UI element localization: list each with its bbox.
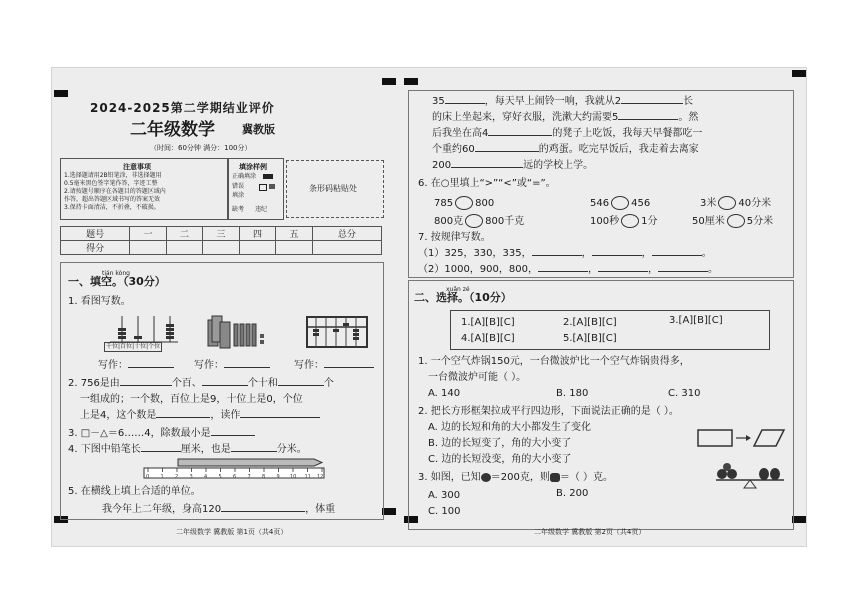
cq3-option[interactable]: B. 200 [556, 488, 589, 499]
compare-left: 800克 [434, 216, 464, 227]
ruler-tick-label: 10 [290, 474, 297, 480]
story-line [432, 112, 698, 124]
answer-blank[interactable] [618, 119, 678, 120]
answer-sheet-box [450, 310, 770, 350]
q4-line [68, 444, 307, 456]
page-footer: 二年级数学 冀教版 第1页（共4页） [176, 528, 288, 536]
q6-text: 6. 在○里填上“>”“<”或“=”。 [418, 178, 556, 189]
ruler-tick-label: 12 [317, 474, 324, 480]
section2-title: 二、选择。（10分） [414, 291, 512, 304]
score-header: 三 [203, 227, 239, 241]
fill-example-title: 填涂样例 [239, 163, 267, 171]
q4-text: 分米。 [276, 444, 307, 455]
answer-blank[interactable] [475, 151, 539, 152]
notice-line: 3.保持卡面清洁，不折叠，不破损。 [64, 204, 160, 211]
compare-circle[interactable] [611, 196, 629, 210]
ruler-tick-label: 2 [175, 474, 179, 480]
score-row-label: 得分 [61, 241, 130, 255]
answer-blank[interactable] [598, 271, 648, 272]
cq2-option[interactable]: B. 边的长短变了，角的大小变了 [428, 438, 572, 449]
abacus-place-label: 百位 [120, 343, 133, 350]
write-row [294, 360, 374, 372]
ruler-tick-label: 9 [276, 474, 280, 480]
notice-line: 作答，超出答题区域书写的答案无效 [64, 196, 161, 203]
score-header: 二 [166, 227, 202, 241]
sequence-text: （2）1000，900，800， [418, 264, 538, 275]
notice-box [60, 158, 228, 220]
section2-pinyin: xuǎn zé [446, 286, 470, 293]
answer-option-row[interactable]: 1.[A][B][C] [461, 317, 515, 328]
compare-left: 3米 [700, 198, 717, 209]
ruler-tick-label: 5 [218, 474, 222, 480]
q3-line [68, 428, 255, 440]
answer-blank[interactable] [538, 271, 588, 272]
score-cell [239, 241, 275, 255]
ruler-tick-label: 11 [304, 474, 311, 480]
time-info: （时间：60分钟 满分：100分） [150, 144, 252, 152]
story-text: 后我坐在高4 [432, 128, 489, 139]
story-text: 远的学校上学。 [523, 160, 594, 171]
q2-text: ，读作 [210, 410, 241, 421]
q5-text: 5. 在横线上填上合适的单位。 [68, 486, 201, 497]
answer-blank[interactable] [120, 385, 172, 386]
compare-right: 1分 [641, 216, 658, 227]
answer-blank[interactable] [211, 435, 255, 436]
compare-left: 100秒 [590, 216, 620, 227]
q2-text: 个 [323, 378, 334, 389]
answer-blank[interactable] [202, 385, 248, 386]
compare-item [692, 214, 773, 228]
compare-item [700, 196, 771, 210]
write-row [194, 360, 270, 372]
abacus-image [306, 316, 368, 348]
score-cell [203, 241, 239, 255]
edition-label: 冀教版 [242, 123, 275, 136]
answer-blank[interactable] [224, 367, 270, 368]
answer-blank[interactable] [156, 417, 210, 418]
answer-blank[interactable] [221, 511, 305, 512]
q5-text: 我今年上二年级，身高120 [102, 504, 222, 515]
cq1-option[interactable]: A. 140 [428, 388, 461, 399]
q2-line3 [80, 410, 320, 422]
fill-example-label: 填涂 [232, 192, 245, 199]
section1-title: 一、填空。（30分） [68, 275, 166, 288]
sequence-text: （1）325，330，335， [418, 248, 532, 259]
story-text: 200 [432, 160, 452, 171]
filled-mark-icon [263, 174, 273, 179]
cq3-option[interactable]: C. 100 [428, 506, 461, 517]
story-line [432, 144, 699, 156]
answer-blank[interactable] [621, 103, 683, 104]
answer-blank[interactable] [532, 255, 582, 256]
cq2-option[interactable]: A. 边的长短和角的大小都发生了变化 [428, 422, 592, 433]
apple-icon [481, 473, 491, 482]
left-page [58, 76, 428, 538]
compare-circle[interactable] [455, 196, 473, 210]
compare-right: 800 [475, 198, 495, 209]
page-footer: 二年级数学 冀教版 第2页（共4页） [534, 528, 646, 536]
story-text: 的鸡蛋。吃完早饭后，我走着去离家 [538, 144, 699, 155]
barcode-label: 条形码粘贴处 [309, 184, 357, 193]
q2-text: 个十和 [247, 378, 278, 389]
q2-text: 2. 756是由 [68, 378, 120, 389]
cq1-text: 1. 一个空气炸锅150元，一台微波炉比一个空气炸锅贵得多， [418, 356, 690, 367]
story-text: 的凳子上吃饭，我每天早餐都吃一 [552, 128, 703, 139]
answer-blank[interactable] [658, 271, 708, 272]
ruler-tick-label: 1 [160, 474, 164, 480]
answer-option-row[interactable]: 2.[A][B][C] [563, 317, 617, 328]
ruler-tick-label: 3 [189, 474, 193, 480]
fill-example-label: 错误 [232, 183, 245, 190]
section1-pinyin: tián kòng [102, 270, 130, 277]
cq3-option[interactable]: A. 300 [428, 490, 461, 501]
score-header: 总分 [312, 227, 381, 241]
q5-line2 [102, 504, 335, 516]
ruler-tick-label: 8 [262, 474, 266, 480]
answer-blank[interactable] [451, 167, 523, 168]
cq1-option[interactable]: C. 310 [668, 388, 701, 399]
story-line [432, 96, 693, 108]
write-row [98, 360, 174, 372]
compare-circle[interactable] [621, 214, 639, 228]
fill-example-label: 违纪 [255, 206, 268, 213]
story-text: 35 [432, 96, 445, 107]
score-header: 五 [276, 227, 312, 241]
score-cell [166, 241, 202, 255]
compare-right: 40分米 [738, 198, 772, 209]
q3-text: 3. □－△＝6……4，除数最小是 [68, 428, 211, 439]
story-text: 。然 [678, 112, 699, 123]
compare-left: 546 [590, 198, 610, 209]
balance-scale-image [714, 462, 786, 490]
score-header: 四 [239, 227, 275, 241]
answer-blank[interactable] [240, 417, 320, 418]
ruler-tick-label: 4 [204, 474, 208, 480]
answer-blank[interactable] [141, 451, 181, 452]
answer-option-row[interactable]: 5.[A][B][C] [563, 333, 617, 344]
score-table [60, 226, 382, 255]
q1-text: 1. 看图写数。 [68, 296, 131, 307]
story-text: 个重约60 [432, 144, 475, 155]
answer-blank[interactable] [128, 367, 174, 368]
cq3-text: ＝（ ）克。 [559, 472, 614, 483]
compare-left: 785 [434, 198, 454, 209]
answer-option-row[interactable]: 3.[A][B][C] [669, 315, 723, 326]
cq2-text: 2. 把长方形框架拉成平行四边形，下面说法正确的是（ ）。 [418, 406, 679, 417]
cq3-line [418, 472, 613, 484]
half-mark-icon [269, 184, 275, 189]
answer-blank[interactable] [592, 255, 642, 256]
ruler-tick-label: 0 [146, 474, 150, 480]
story-text: 长 [683, 96, 694, 107]
q2-text: 个百、 [171, 378, 202, 389]
compare-item [590, 196, 650, 210]
subject-title: 二年级数学 [130, 120, 215, 140]
scanned-exam-paper [52, 68, 806, 546]
answer-option-row[interactable]: 4.[A][B][C] [461, 333, 515, 344]
counter-abacus-image: 千位|百位|十位|个位 [104, 312, 180, 352]
compare-circle[interactable] [718, 196, 736, 210]
answer-blank[interactable] [324, 367, 374, 368]
barcode-area [286, 160, 384, 218]
answer-blank[interactable] [445, 103, 485, 104]
score-cell [276, 241, 312, 255]
compare-right: 800千克 [485, 216, 525, 227]
cq1-line2: 一台微波炉可能（ ）。 [428, 372, 527, 383]
answer-blank[interactable] [278, 385, 324, 386]
cq3-text: ＝200克，则 [490, 472, 550, 483]
compare-left: 50厘米 [692, 216, 725, 227]
notice-title: 注意事项 [123, 163, 151, 171]
q4-text: 厘米，也是 [180, 444, 231, 455]
abacus-place-label: 个位 [148, 343, 161, 350]
abacus-place-label: 千位 [106, 343, 119, 350]
score-header: 题号 [61, 227, 130, 241]
score-cell [130, 241, 166, 255]
compare-item [434, 196, 494, 210]
q2-line1 [68, 378, 334, 390]
story-text: ，每天早上闹铃一响，我就从2 [484, 96, 622, 107]
answer-blank[interactable] [231, 451, 277, 452]
q7-line2: （2）1000，900，800， ， ， 。 [418, 264, 718, 275]
pear-icon [550, 473, 560, 482]
write-label: 写作： [294, 360, 324, 371]
compare-circle[interactable] [727, 214, 745, 228]
story-line [432, 128, 702, 140]
ruler-tick-label: 6 [233, 474, 237, 480]
score-cell [312, 241, 381, 255]
q7-text: 7. 按规律写数。 [418, 232, 491, 243]
compare-circle[interactable] [465, 214, 483, 228]
ruler-pencil-image [142, 456, 326, 480]
q5-text: ，体重 [305, 504, 336, 515]
q2-line2: 一组成的；一个数，百位上是9，十位上是0，个位 [80, 394, 303, 405]
story-line [432, 160, 593, 172]
answer-blank[interactable] [488, 135, 552, 136]
empty-mark-icon [259, 184, 267, 191]
answer-blank[interactable] [652, 255, 702, 256]
score-header: 一 [130, 227, 166, 241]
abacus-place-label: 十位 [134, 343, 147, 350]
exam-title: 2024-2025第二学期结业评价 [90, 101, 275, 115]
cq2-option[interactable]: C. 边的长短没变，角的大小变了 [428, 454, 572, 465]
q4-text: 4. 下图中铅笔长 [68, 444, 141, 455]
fill-example-box [228, 158, 284, 220]
fill-example-label: 正确填涂 [232, 173, 257, 180]
ruler-tick-label: 7 [247, 474, 251, 480]
compare-item [590, 214, 657, 228]
cq1-option[interactable]: B. 180 [556, 388, 589, 399]
write-label: 写作： [194, 360, 224, 371]
compare-right: 5分米 [746, 216, 774, 227]
compare-right: 456 [631, 198, 651, 209]
q2-text: 上是4，这个数是 [80, 410, 157, 421]
compare-item [434, 214, 524, 228]
write-label: 写作： [98, 360, 128, 371]
right-page [404, 76, 798, 538]
cq3-text: 3. 如图，已知 [418, 472, 481, 483]
notice-line: 0.5毫米黑色签字笔作答，字迹工整 [64, 180, 158, 187]
q7-line1: （1）325，330，335， ， ， 。 [418, 248, 712, 259]
story-text: 的床上坐起来，穿好衣服，洗漱大约需要5 [432, 112, 619, 123]
blocks-image [206, 314, 270, 350]
rectangle-to-parallelogram-image [696, 426, 786, 450]
fill-example-label: 缺考 [232, 206, 245, 213]
notice-line: 1.选择题请用2B铅笔涂，非选择题用 [64, 172, 162, 179]
notice-line: 2.请按题号顺序在各题目的答题区域内 [64, 188, 166, 195]
